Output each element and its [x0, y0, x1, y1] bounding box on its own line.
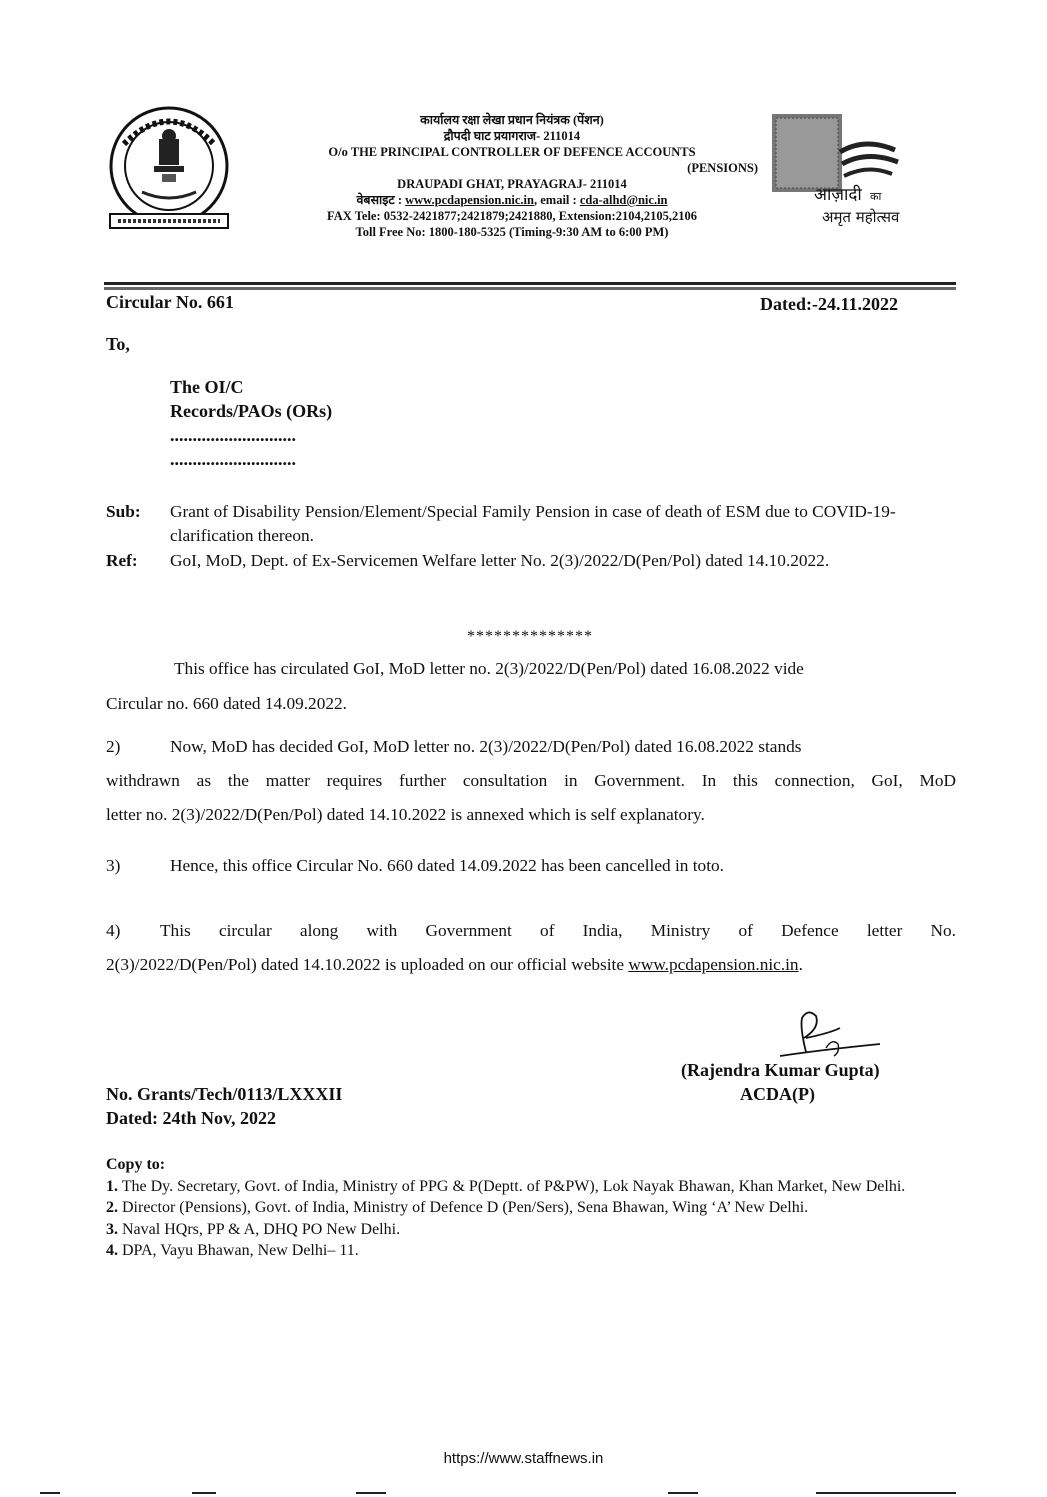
copy-to-label: Copy to:	[106, 1156, 166, 1173]
copy-to-item	[106, 1219, 946, 1241]
paragraph-2	[106, 730, 956, 830]
office-address: DRAUPADI GHAT, PRAYAGRAJ- 211014	[397, 177, 627, 191]
hindi-address: द्रौपदी घाट प्रयागराज- 211014	[443, 129, 581, 143]
copy-to-item	[106, 1197, 946, 1219]
subject-label: Sub:	[106, 502, 141, 521]
copy-to-item	[106, 1176, 946, 1198]
pcda-emblem-logo	[104, 104, 234, 236]
paragraph-4-line-2	[106, 948, 956, 982]
copy-to-item-text: DPA, Vayu Bhawan, New Delhi– 11.	[118, 1242, 359, 1259]
copy-to-item-number: 1.	[106, 1177, 118, 1195]
contact-line	[262, 192, 762, 208]
scan-mark	[40, 1492, 60, 1494]
circular-date: Dated:-24.11.2022	[760, 294, 898, 314]
subject	[106, 500, 956, 550]
logo-text-ka: का	[870, 190, 882, 203]
copy-to-item-text: Naval HQrs, PP & A, DHQ PO New Delhi.	[118, 1220, 401, 1238]
paragraph-4-line-1: This circular along with Government of India, Ministry of Defence letter No.	[160, 921, 956, 940]
website-link[interactable]: www.pcdapension.nic.in	[405, 193, 534, 207]
logo-text-azadi: आज़ादी	[814, 185, 862, 205]
copy-to-item-text: Director (Pensions), Govt. of India, Ministry of Defence D (Pen/Sers), Sena Bhawan, Wing ‘A’ New Delhi.	[118, 1199, 809, 1216]
signatory-name: (Rajendra Kumar Gupta)	[681, 1060, 880, 1080]
circular-number: Circular No. 661	[106, 292, 234, 312]
addressee-line-3: ............................	[170, 425, 296, 445]
addressee-line-2: Records/PAOs (ORs)	[170, 401, 333, 421]
hindi-office-name: कार्यालय रक्षा लेखा प्रधान नियंत्रक (पेंशन)	[420, 113, 604, 127]
copy-to-item-text: The Dy. Secretary, Govt. of India, Ministry of PPG & P(Deptt. of P&PW), Lok Nayak Bhawan, Khan Market, New Delhi.	[118, 1177, 906, 1195]
paragraph-4-period: .	[798, 955, 803, 974]
header-divider	[104, 282, 956, 285]
paragraph-4-line-2-text: 2(3)/2022/D(Pen/Pol) dated 14.10.2022 is uploaded on our official website	[106, 955, 629, 974]
to-label: To,	[106, 334, 130, 354]
reference-date: Dated: 24th Nov, 2022	[106, 1108, 276, 1128]
website-label: वेबसाइट :	[356, 193, 406, 207]
office-name-pensions: (PENSIONS)	[687, 161, 758, 175]
copy-to-item-number: 2.	[106, 1199, 118, 1216]
reference-line	[106, 549, 956, 599]
paragraph-2-line-3: letter no. 2(3)/2022/D(Pen/Pol) dated 14.10.2022 is annexed which is self explanatory.	[106, 805, 705, 824]
copy-to-item-number: 3.	[106, 1220, 118, 1238]
copy-to-item-number: 4.	[106, 1242, 118, 1259]
paragraph-2-line-1: Now, MoD has decided GoI, MoD letter no. 2(3)/2022/D(Pen/Pol) dated 16.08.2022 stands	[170, 737, 802, 756]
scan-mark	[668, 1492, 698, 1494]
copy-to-block	[106, 1154, 946, 1262]
reference-number: No. Grants/Tech/0113/LXXXII	[106, 1084, 343, 1104]
scan-mark	[356, 1492, 386, 1494]
logo-text-amrit-mahotsav: अमृत महोत्सव	[822, 208, 900, 226]
copy-to-item	[106, 1240, 946, 1262]
subject-text: Grant of Disability Pension/Element/Special Family Pension in case of death of ESM due to COVID-19-clarification thereon.	[170, 502, 896, 545]
reference-label: Ref:	[106, 551, 138, 570]
pcda-website-link[interactable]: www.pcdapension.nic.in	[628, 955, 799, 974]
scan-mark	[816, 1492, 956, 1494]
reference-number-block	[106, 1082, 342, 1130]
handwritten-signature	[760, 1008, 890, 1068]
email-link[interactable]: cda-alhd@nic.in	[579, 193, 668, 207]
addressee-line-1: The OI/C	[170, 377, 244, 397]
scan-mark	[192, 1492, 216, 1494]
azadi-ka-amrit-mahotsav-logo	[770, 112, 910, 228]
paragraph-4	[106, 914, 956, 978]
paragraph-3-number: 3)	[106, 856, 121, 875]
paragraph-4-number: 4)	[106, 921, 121, 940]
reference-text: GoI, MoD, Dept. of Ex-Servicemen Welfare letter No. 2(3)/2022/D(Pen/Pol) dated 14.10.2022.	[170, 551, 830, 570]
separator-stars: **************	[467, 628, 593, 645]
paragraph-1-line-2: Circular no. 660 dated 14.09.2022.	[106, 694, 347, 713]
header-divider-secondary	[104, 287, 956, 290]
office-name: O/o THE PRINCIPAL CONTROLLER OF DEFENCE ACCOUNTS	[328, 145, 696, 159]
paragraph-3	[106, 853, 956, 879]
fax-line: FAX Tele: 0532-2421877;2421879;2421880, Extension:2104,2105,2106	[327, 209, 697, 223]
tollfree-line: Toll Free No: 1800-180-5325 (Timing-9:30 AM to 6:00 PM)	[355, 225, 669, 239]
addressee-line-4: ............................	[170, 449, 296, 469]
signatory-designation: ACDA(P)	[740, 1084, 815, 1104]
email-label: , email :	[533, 193, 580, 207]
addressee-block	[170, 375, 332, 471]
paragraph-2-line-2: withdrawn as the matter requires further consultation in Government. In this connection, GoI, MoD	[106, 771, 956, 790]
footer-source-url[interactable]: https://www.staffnews.in	[443, 1450, 604, 1467]
letterhead	[262, 112, 762, 240]
paragraph-3-text: Hence, this office Circular No. 660 dated 14.09.2022 has been cancelled in toto.	[170, 856, 724, 875]
paragraph-2-number: 2)	[106, 737, 121, 756]
paragraph-1-line-1: This office has circulated GoI, MoD letter no. 2(3)/2022/D(Pen/Pol) dated 16.08.2022 vide	[174, 659, 804, 678]
